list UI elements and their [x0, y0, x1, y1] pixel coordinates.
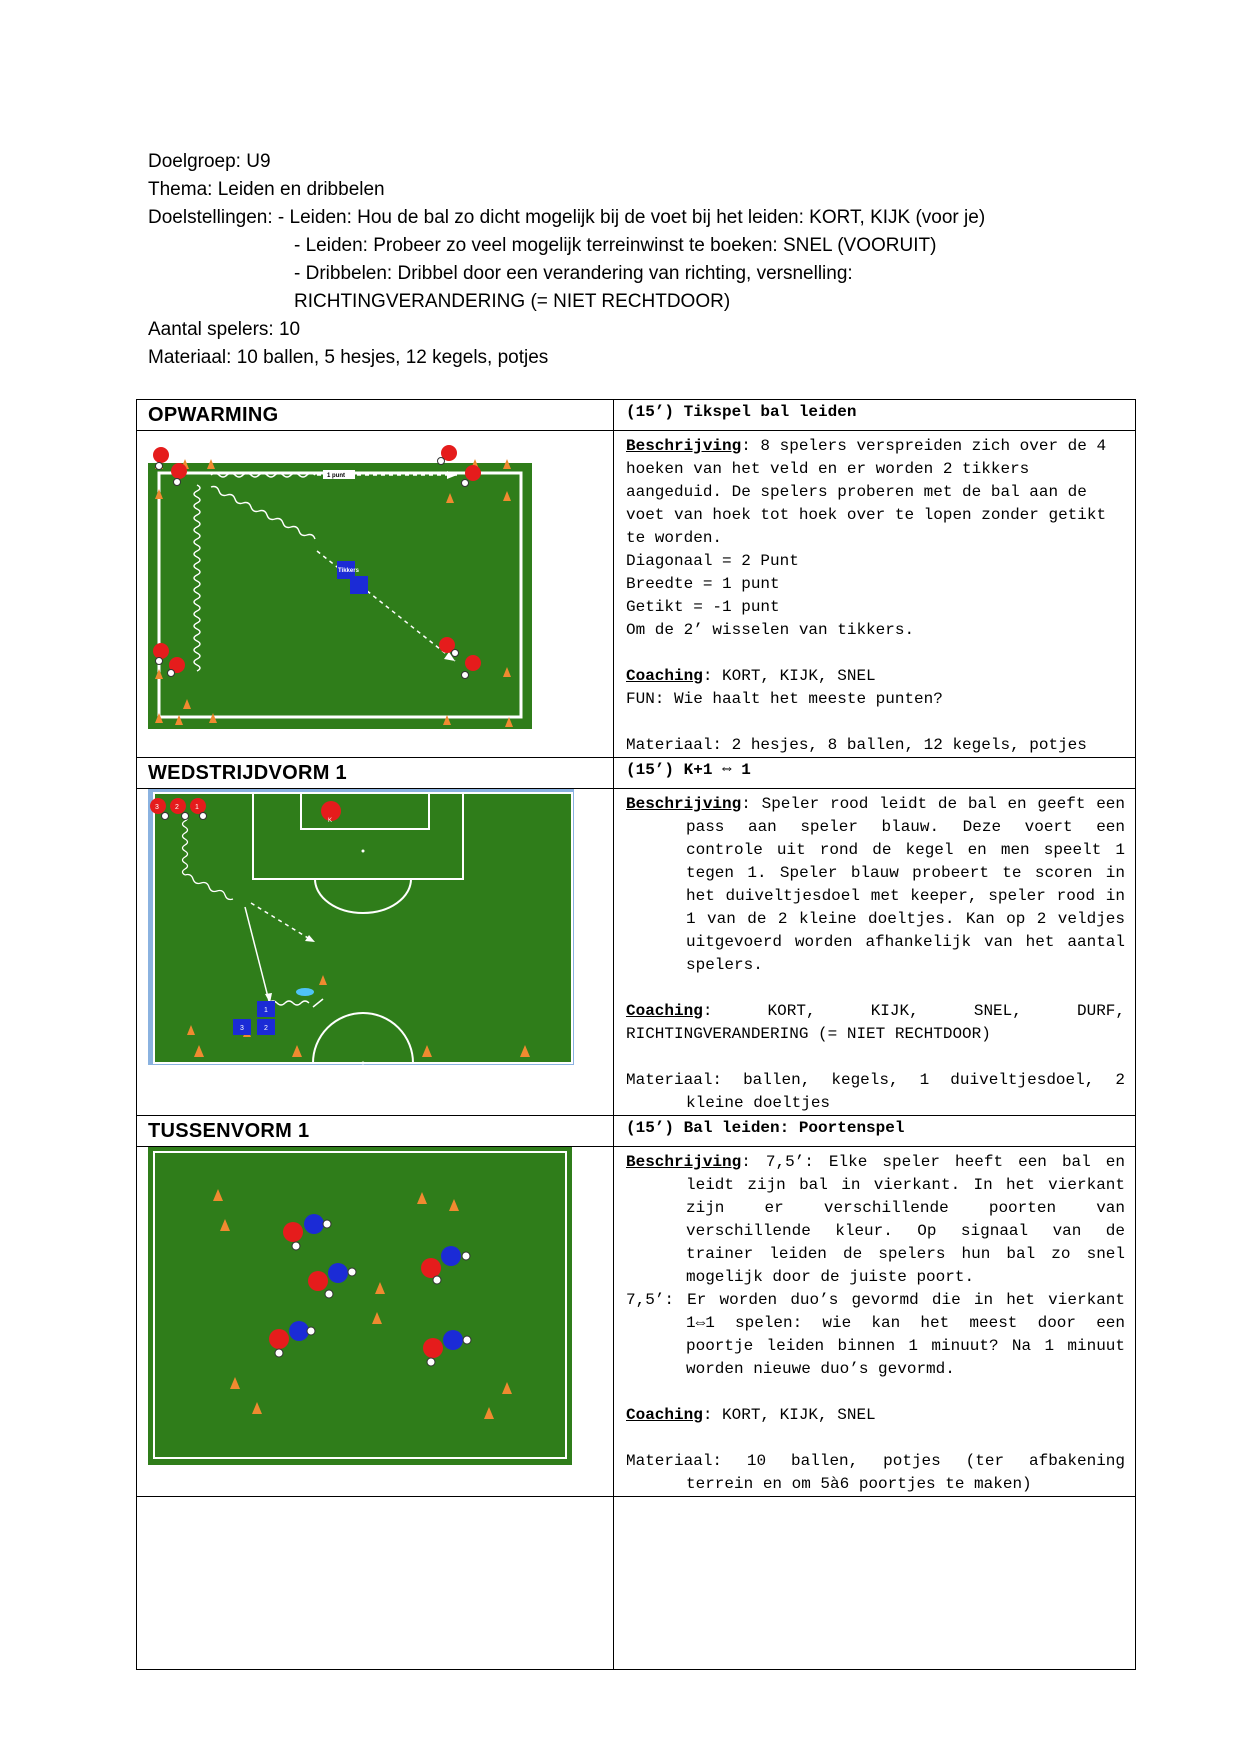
point-label: 1 punt — [327, 473, 345, 479]
section-title-tussenvorm: TUSSENVORM 1 — [148, 1120, 310, 1142]
section-subtitle-wedstrijdvorm: (15’) K+1 ⇔ 1 — [626, 761, 751, 779]
red-player-3: 3 — [155, 804, 159, 811]
training-table — [136, 399, 1136, 1670]
line-wisselen: Om de 2’ wisselen van tikkers. — [626, 621, 915, 639]
materiaal-text: Materiaal: 10 ballen, potjes (ter afbakening terrein en om 5à6 poortjes te maken) — [626, 1452, 1125, 1493]
thema: Thema: Leiden en dribbelen — [148, 179, 385, 200]
doelgroep: Doelgroep: U9 — [148, 151, 271, 172]
keeper-label: K — [328, 818, 333, 824]
beschrijving-label: Beschrijving — [626, 1153, 742, 1171]
opwarming-text — [614, 431, 1135, 757]
beschrijving-text: : 7,5’: Elke speler heeft een bal en leidt zijn bal in vierkant. In het vierkant zijn er verschillende poorten van verschillende kleur. Op signaal van de trainer leiden de spelers hun bal zo snel mogelijk door de juiste poort. — [686, 1153, 1125, 1286]
doelstelling-4: RICHTINGVERANDERING (= NIET RECHTDOOR) — [294, 291, 731, 312]
section-subtitle-opwarming: (15’) Tikspel bal leiden — [626, 403, 857, 421]
opwarming-diagram — [137, 431, 613, 735]
beschrijving-text: : 8 spelers verspreiden zich over de 4 hoeken van het veld en er worden 2 tikkers aangeduid. De spelers proberen met de bal aan de voet van hoek tot hoek over te lopen zonder getikt te worden. — [626, 437, 1107, 547]
coaching-label: Coaching — [626, 1002, 703, 1020]
empty-cell-right — [614, 1497, 1136, 1670]
tussenvorm-text — [614, 1147, 1135, 1496]
materiaal: Materiaal: 10 ballen, 5 hesjes, 12 kegels, potjes — [148, 347, 549, 368]
line-diagonaal: Diagonaal = 2 Punt — [626, 552, 799, 570]
coaching-label: Coaching — [626, 667, 703, 685]
materiaal-text: Materiaal: 2 hesjes, 8 ballen, 12 kegels, potjes — [626, 736, 1087, 754]
section-subtitle-tussenvorm: (15’) Bal leiden: Poortenspel — [626, 1119, 905, 1137]
doelstelling-2: - Leiden: Probeer zo veel mogelijk terreinwinst te boeken: SNEL (VOORUIT) — [294, 235, 937, 256]
blue-player-3: 3 — [240, 1025, 244, 1032]
doelstelling-1: Doelstellingen: - Leiden: Hou de bal zo dicht mogelijk bij de voet bij het leiden: KORT, KIJK (voor je) — [148, 207, 986, 228]
wedstrijdvorm-text — [614, 789, 1135, 1115]
line-getikt: Getikt = -1 punt — [626, 598, 780, 616]
doelstelling-3: - Dribbelen: Dribbel door een verandering van richting, versnelling: — [294, 263, 853, 284]
coaching-label: Coaching — [626, 1406, 703, 1424]
red-player-1: 1 — [195, 804, 199, 811]
tikkers-label: Tikkers — [338, 568, 359, 574]
red-player-2: 2 — [175, 804, 179, 811]
beschrijving-text: : Speler rood leidt de bal en geeft een pass aan speler blauw. Deze voert een controle uit rond de kegel en men speelt 1 tegen 1. Speler blauw probeert te scoren in het duiveltjesdoel met keeper, speler rood in 1 van de 2 kleine doeltjes. Kan op 2 veldjes uitgevoerd worden afhankelijk van het aantal spelers. — [686, 795, 1125, 974]
section-title-opwarming: OPWARMING — [148, 404, 279, 426]
beschrijving-label: Beschrijving — [626, 795, 742, 813]
beschrijving-label: Beschrijving — [626, 437, 742, 455]
empty-cell-left — [137, 1497, 614, 1670]
section-title-wedstrijdvorm: WEDSTRIJDVORM 1 — [148, 762, 347, 784]
tussenvorm-diagram — [137, 1147, 613, 1465]
coaching-text: : KORT, KIJK, SNEL, DURF, RICHTINGVERANDERING (= NIET RECHTDOOR) — [626, 1002, 1125, 1043]
blue-player-1: 1 — [264, 1007, 268, 1014]
session-header — [148, 148, 985, 372]
materiaal-text: Materiaal: ballen, kegels, 1 duiveltjesdoel, 2 kleine doeltjes — [626, 1071, 1125, 1112]
coaching-text: : KORT, KIJK, SNEL — [702, 1406, 876, 1424]
fun-text: FUN: Wie haalt het meeste punten? — [626, 690, 943, 708]
line-breedte: Breedte = 1 punt — [626, 575, 780, 593]
aantal-spelers: Aantal spelers: 10 — [148, 319, 301, 340]
wedstrijdvorm-diagram — [137, 789, 613, 1089]
beschrijving-part-2: 7,5’: Er worden duo’s gevormd die in het vierkant 1⇔1 spelen: wie kan het meest door een poortje leiden binnen 1 minuut? Na 1 minuut worden nieuwe duo’s gevormd. — [626, 1291, 1125, 1378]
coaching-text: : KORT, KIJK, SNEL — [702, 667, 876, 685]
blue-player-2: 2 — [264, 1025, 268, 1032]
